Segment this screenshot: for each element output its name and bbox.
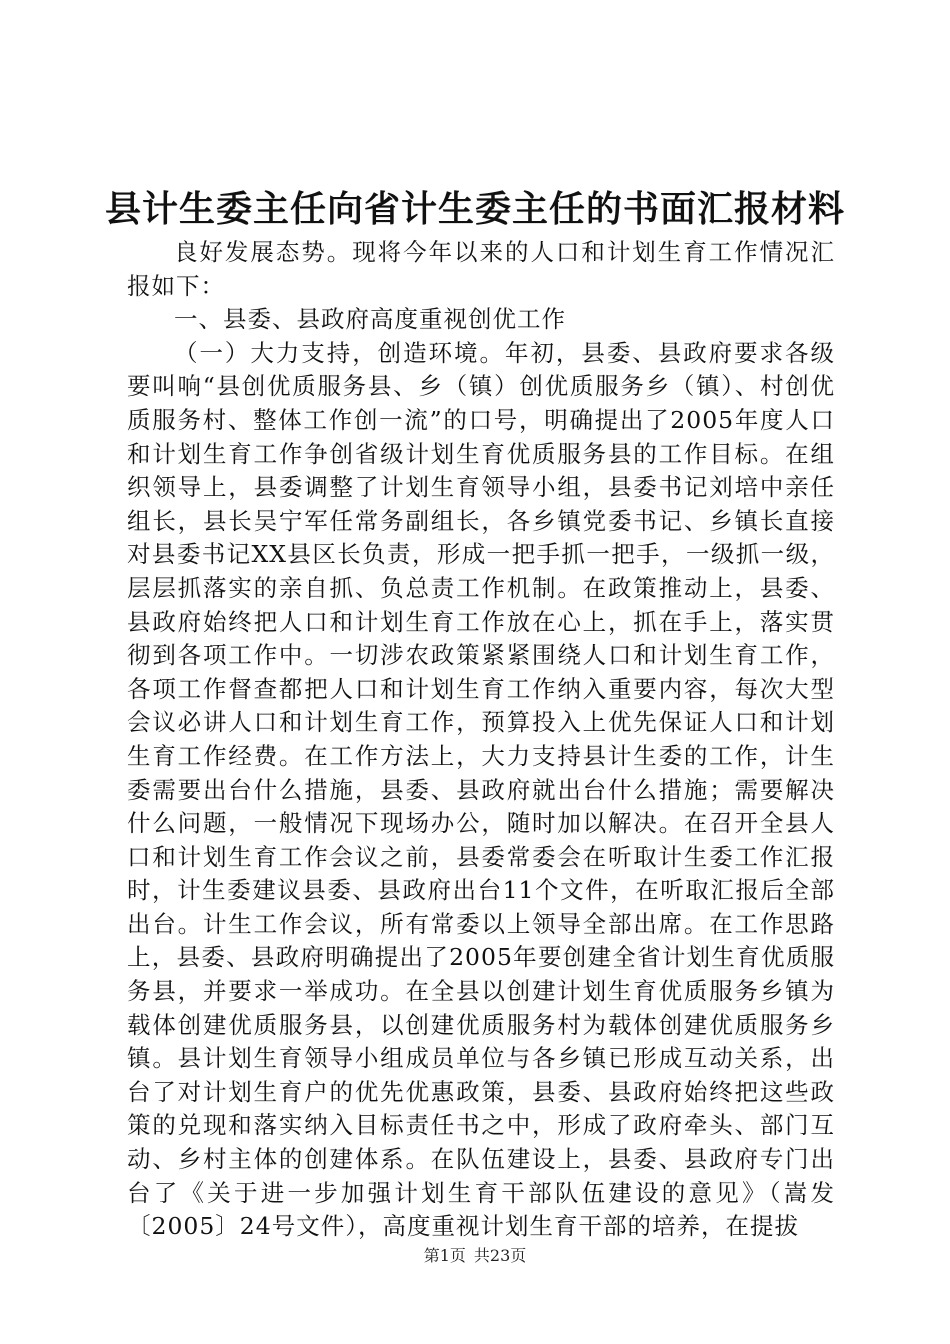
section-heading: 一、县委、县政府高度重视创优工作 (174, 305, 566, 334)
paragraph-intro: 良好发展态势。现将今年以来的人口和计划生育工作情况汇报如下： (127, 238, 835, 300)
page-total: 共23页 (473, 1246, 527, 1265)
document-title: 县计生委主任向省计生委主任的书面汇报材料 (104, 188, 845, 230)
page-number: 第1页 (423, 1246, 466, 1265)
page-footer (0, 1245, 950, 1267)
document-body (127, 236, 835, 1244)
paragraph-section-1: （一）大力支持，创造环境。年初，县委、县政府要求各级要叫响“县创优质服务县、乡（镇）创优质服务乡（镇）、村创优质服务村、整体工作创一流”的口号，明确提出了2005年度人口和计划生育工作争创省级计划生育优质服务县的工作目标。在组织领导上，县委调整了计划生育领导小组，县委书记刘培中亲任组长，县长吴宁军任常务副组长，各乡镇党委书记、乡镇长直接对县委书记XX县区长负责，形成一把手抓一把手，一级抓一级，层层抓落实的亲自抓、负总责工作机制。在政策推动上，县委、县政府始终把人口和计划生育工作放在心上，抓在手上，落实贯彻到各项工作中。一切涉农政策紧紧围绕人口和计划生育工作，各项工作督查都把人口和计划生育工作纳入重要内容，每次大型会议必讲人口和计划生育工作，预算投入上优先保证人口和计划生育工作经费。在工作方法上，大力支持县计生委的工作，计生委需要出台什么措施，县委、县政府就出台什么措施；需要解决什么问题，一般情况下现场办公，随时加以解决。在召开全县人口和计划生育工作会议之前，县委常委会在听取计生委工作汇报时，计生委建议县委、县政府出台11个文件，在听取汇报后全部出台。计生工作会议，所有常委以上领导全部出席。在工作思路上，县委、县政府明确提出了2005年要创建全省计划生育优质服务县，并要求一举成功。在全县以创建计划生育优质服务乡镇为载体创建优质服务县，以创建优质服务村为载体创建优质服务乡镇。县计划生育领导小组成员单位与各乡镇已形成互动关系，出台了对计划生育户的优先优惠政策，县委、县政府始终把这些政策的兑现和落实纳入目标责任书之中，形成了政府牵头、部门互动、乡村主体的创建体系。在队伍建设上，县委、县政府专门出台了《关于进一步加强计划生育干部队伍建设的意见》（嵩发〔2005〕24号文件），高度重视计划生育干部的培养，在提拔 (127, 338, 835, 1241)
